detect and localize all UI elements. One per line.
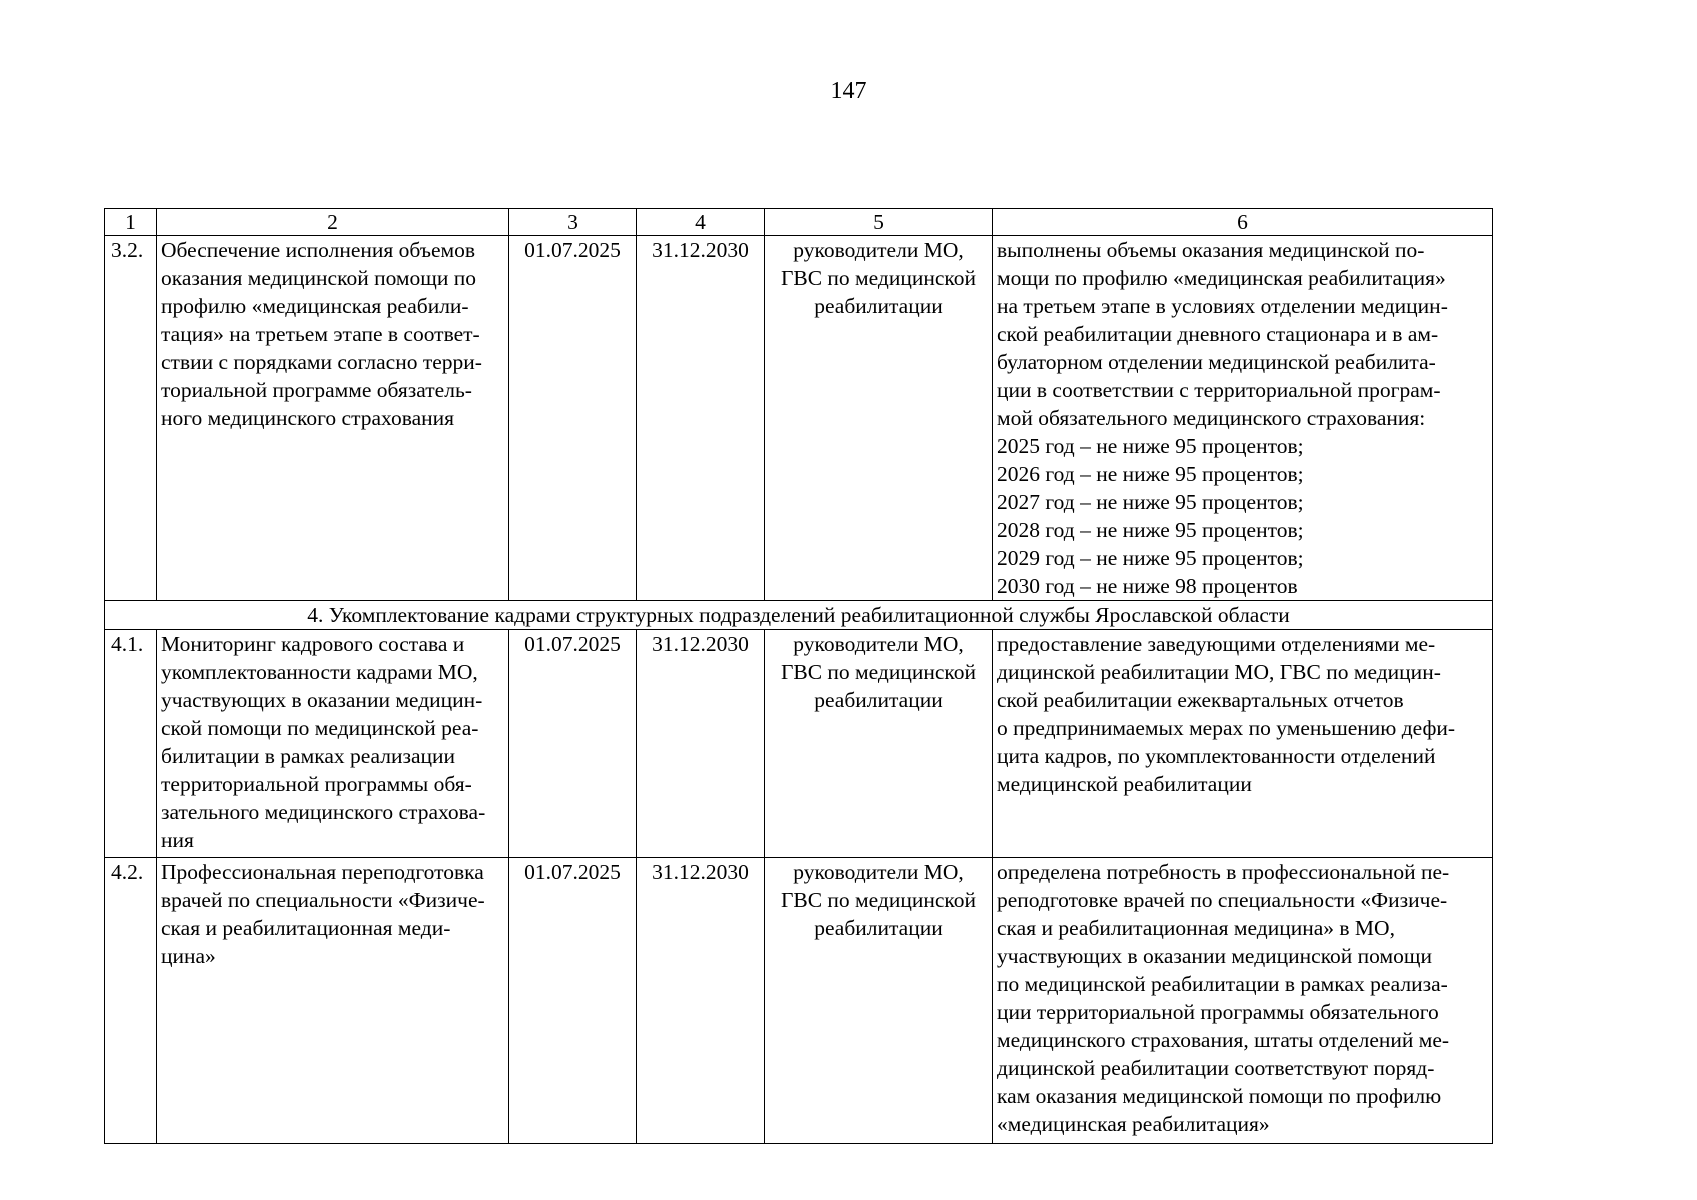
column-header-2: 2: [157, 209, 509, 236]
expected-result: предоставление заведующими отделениями ме- дицинской реабилитации МО, ГВС по медицин- ской реабилитации ежеквартальных отчетов о предпринимаемых мерах по уменьшению дефи- цита кадров, по укомплектованности отделений медицинской реабилитации: [993, 630, 1493, 858]
table-row: [105, 858, 1493, 1144]
item-number: 4.1.: [105, 630, 157, 858]
end-date: 31.12.2030: [637, 858, 765, 1144]
section-title: 4. Укомплектование кадрами структурных подразделений реабилитационной службы Ярославской области: [105, 601, 1493, 630]
start-date: 01.07.2025: [509, 236, 637, 601]
plan-table: [104, 208, 1493, 1144]
task-description: Мониторинг кадрового состава и укомплектованности кадрами МО, участвующих в оказании медицин- ской помощи по медицинской реа- билитации в рамках реализации территориальной программы обя- зательного медицинского страхова- ния: [157, 630, 509, 858]
table-row: [105, 236, 1493, 601]
section-heading-row: [105, 601, 1493, 630]
page-number: 147: [830, 78, 867, 104]
expected-result: выполнены объемы оказания медицинской по- мощи по профилю «медицинская реабилитация» на третьем этапе в условиях отделении медицин- ской реабилитации дневного стационара и в ам- булаторном отделении медицинской реабилита- ции в соответствии с территориальной програм- мой обязательного медицинского страхования: 2025 год – не ниже 95 процентов; 2026 год – не ниже 95 процентов; 2027 год – не ниже 95 процентов; 2028 год – не ниже 95 процентов; 2029 год – не ниже 95 процентов; 2030 год – не ниже 98 процентов: [993, 236, 1493, 601]
column-number-row: [105, 209, 1493, 236]
responsible: руководители МО, ГВС по медицинской реабилитации: [765, 236, 993, 601]
end-date: 31.12.2030: [637, 630, 765, 858]
start-date: 01.07.2025: [509, 858, 637, 1144]
column-header-3: 3: [509, 209, 637, 236]
plan-table-container: [104, 208, 1493, 1144]
responsible: руководители МО, ГВС по медицинской реабилитации: [765, 630, 993, 858]
task-description: Профессиональная переподготовка врачей по специальности «Физиче- ская и реабилитационная меди- цина»: [157, 858, 509, 1144]
start-date: 01.07.2025: [509, 630, 637, 858]
expected-result: определена потребность в профессиональной пе- реподготовке врачей по специальности «Физиче- ская и реабилитационная медицина» в МО, участвующих в оказании медицинской помощи по медицинской реабилитации в рамках реализа- ции территориальной программы обязательного медицинского страхования, штаты отделений ме- дицинской реабилитации соответствуют поряд- кам оказания медицинской помощи по профилю «медицинская реабилитация»: [993, 858, 1493, 1144]
column-header-4: 4: [637, 209, 765, 236]
task-description: Обеспечение исполнения объемов оказания медицинской помощи по профилю «медицинская реабили- тация» на третьем этапе в соответ- ствии с порядками согласно терри- ториальной программе обязатель- ного медицинского страхования: [157, 236, 509, 601]
column-header-6: 6: [993, 209, 1493, 236]
item-number: 3.2.: [105, 236, 157, 601]
item-number: 4.2.: [105, 858, 157, 1144]
end-date: 31.12.2030: [637, 236, 765, 601]
column-header-1: 1: [105, 209, 157, 236]
column-header-5: 5: [765, 209, 993, 236]
responsible: руководители МО, ГВС по медицинской реабилитации: [765, 858, 993, 1144]
table-row: [105, 630, 1493, 858]
